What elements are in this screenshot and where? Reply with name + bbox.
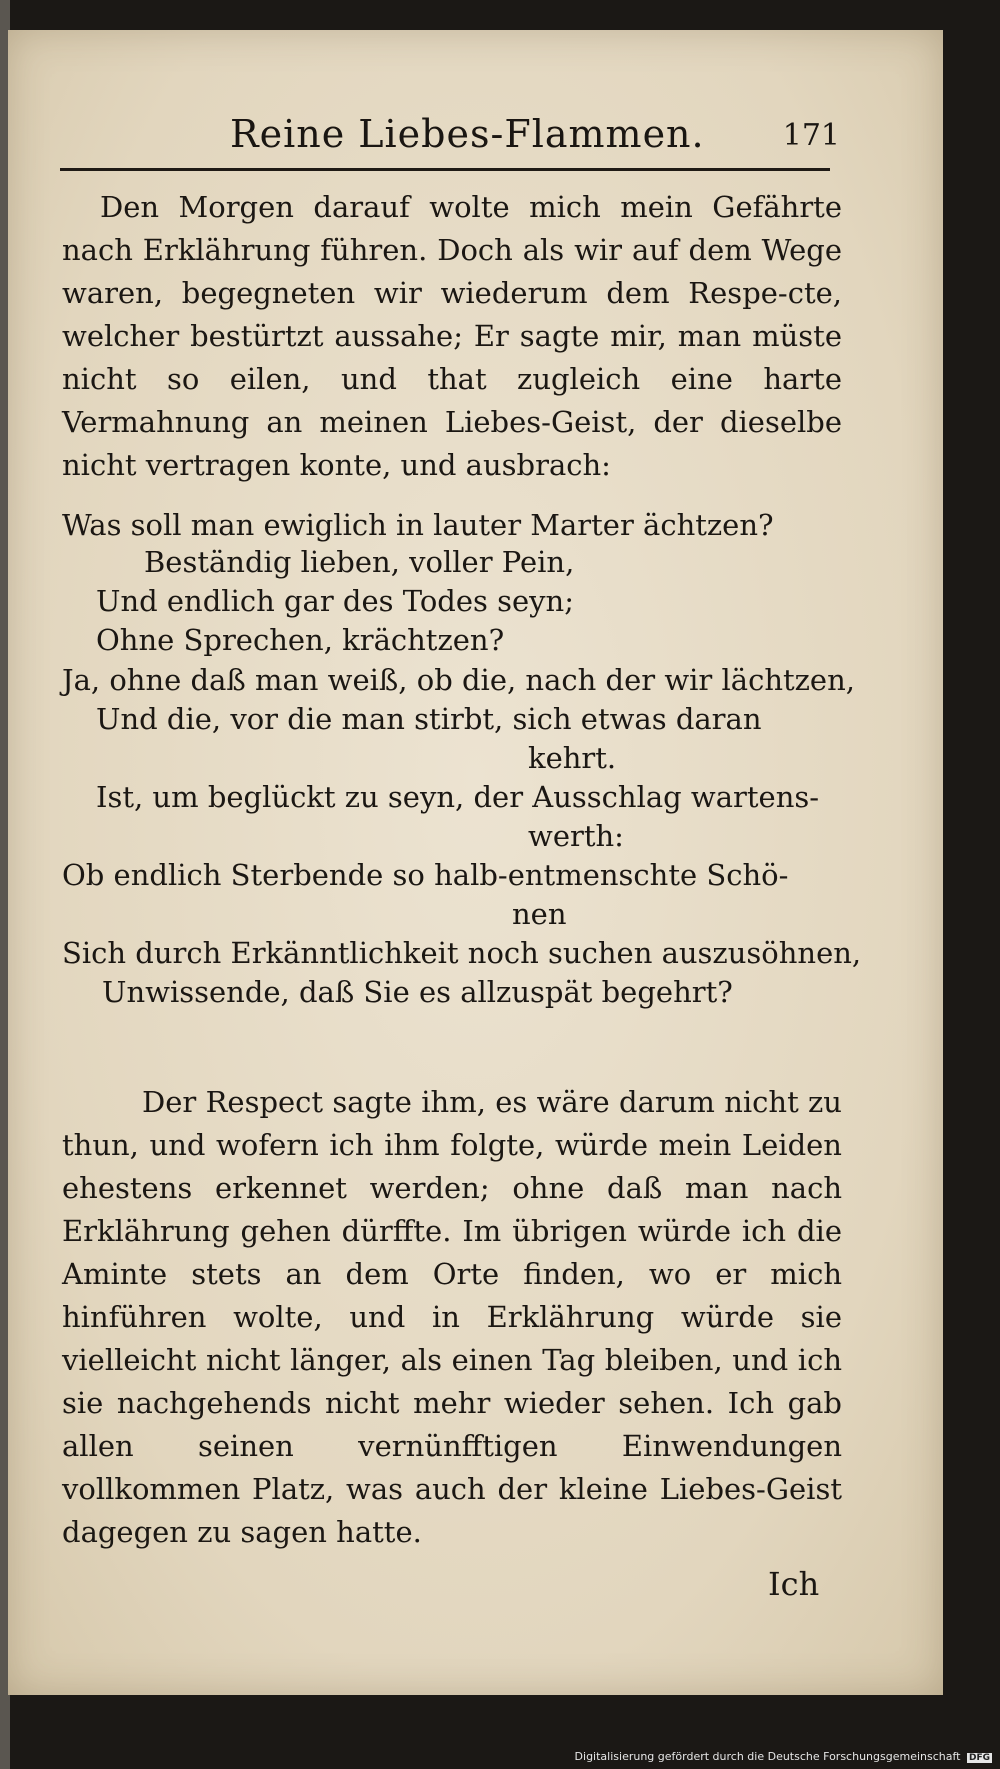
poem-line: Sich durch Erkänntlichkeit noch suchen auszusöhnen, (62, 936, 862, 970)
poem-line: Unwissende, daß Sie es allzuspät begehrt? (102, 975, 733, 1009)
poem-line: nen (512, 897, 567, 931)
poem-line: Ohne Sprechen, krächtzen? (96, 623, 505, 657)
header-rule (60, 168, 830, 171)
poem-line: Was soll man ewiglich in lauter Marter ächtzen? (62, 508, 774, 542)
page-number: 171 (782, 118, 840, 153)
running-title: Reine Liebes-Flammen. (230, 112, 705, 156)
poem-line: Ja, ohne daß man weiß, ob die, nach der wir lächtzen, (62, 663, 855, 697)
catchword: Ich (768, 1565, 820, 1603)
paragraph-2: Der Respect sagte ihm, es wäre darum nicht zu thun, und wofern ich ihm folgte, würde mein Leiden ehestens erkennet werden; ohne daß man nach Erklährung gehen dürffte. Im übrigen würde ich die Aminte stets an dem Orte finden, wo er mich hinführen wolte, und in Erklährung würde sie vielleicht nicht länger, als einen Tag bleiben, und ich sie nachgehends nicht mehr wieder sehen. Ich gab allen seinen vernünfftigen Einwendungen vollkommen Platz, was auch der kleine Liebes-Geist dagegen zu sagen hatte. (62, 1085, 842, 1549)
dfg-logo: DFG (968, 1753, 990, 1763)
poem-line: Beständig lieben, voller Pein, (144, 545, 575, 579)
paragraph-1 (62, 186, 842, 487)
digitization-credit (575, 1750, 992, 1763)
poem-line: Ist, um beglückt zu seyn, der Ausschlag wartens- (96, 780, 820, 814)
poem-line: kehrt. (528, 741, 617, 775)
poem-line: Und endlich gar des Todes seyn; (96, 584, 575, 618)
poem-line: werth: (528, 819, 624, 853)
poem-line: Und die, vor die man stirbt, sich etwas daran (96, 702, 762, 736)
paragraph-1-text: Den Morgen darauf wolte mich mein Gefährte nach Erklährung führen. Doch als wir auf dem Wege waren, begegneten wir wiederum dem Respe-cte, welcher bestürtzt aussahe; Er sagte mir, man müste nicht so eilen, und that zugleich eine harte Vermahnung an meinen Liebes-Geist, der dieselbe nicht vertragen konte, und ausbrach: (62, 190, 842, 482)
poem-line: Ob endlich Sterbende so halb-entmenschte Schö- (62, 858, 789, 892)
page-header (60, 108, 840, 164)
credit-text: Digitalisierung gefördert durch die Deutsche Forschungsgemeinschaft (574, 1750, 961, 1763)
